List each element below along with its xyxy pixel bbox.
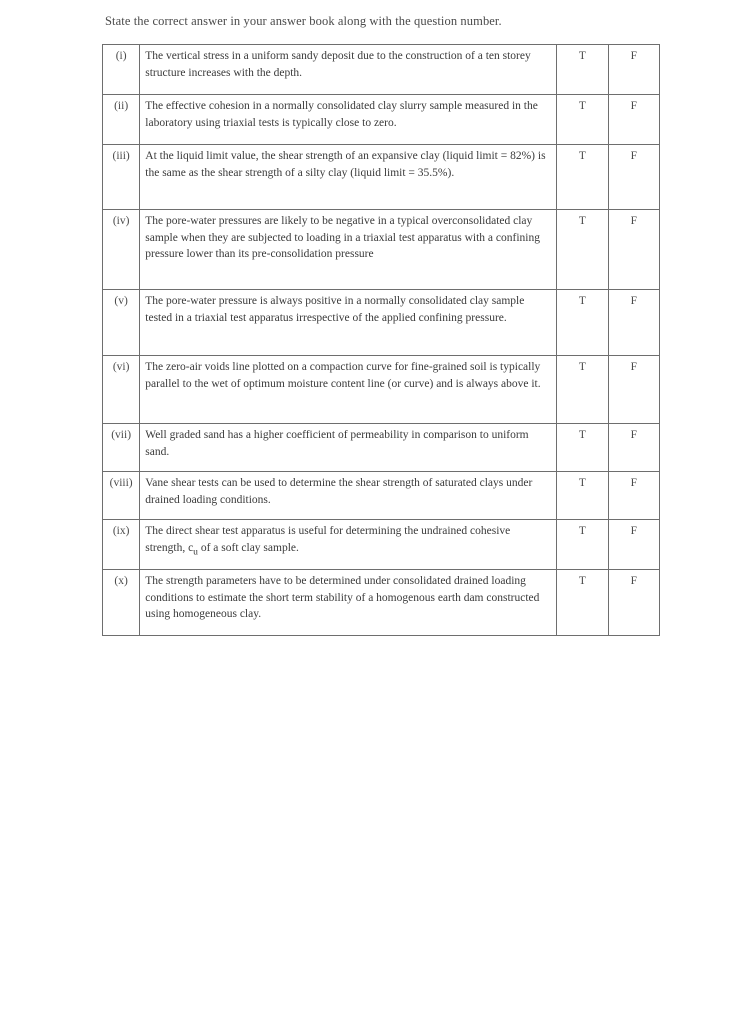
false-option: F <box>608 424 659 472</box>
false-option: F <box>608 145 659 210</box>
question-statement: The pore-water pressure is always positive in a normally consolidated clay sample tested in a triaxial test apparatus irrespective of the applied confining pressure. <box>140 290 557 356</box>
question-statement: At the liquid limit value, the shear strength of an expansive clay (liquid limit = 82%) is the same as the shear strength of a silty clay (liquid limit = 35.5%). <box>140 145 557 210</box>
question-number: (vi) <box>103 356 140 424</box>
instruction-text: State the correct answer in your answer book along with the question number. <box>105 14 502 28</box>
question-row <box>103 356 660 424</box>
question-row <box>103 95 660 145</box>
question-statement: The effective cohesion in a normally consolidated clay slurry sample measured in the laboratory using triaxial tests is typically close to zero. <box>140 95 557 145</box>
question-number: (iv) <box>103 210 140 290</box>
true-option: T <box>557 520 608 570</box>
question-row <box>103 520 660 570</box>
question-statement: The vertical stress in a uniform sandy deposit due to the construction of a ten storey structure increases with the depth. <box>140 45 557 95</box>
true-option: T <box>557 356 608 424</box>
question-statement: The strength parameters have to be determined under consolidated drained loading conditions to estimate the short term stability of a homogenous earth dam constructed using homogeneous clay. <box>140 570 557 636</box>
question-row <box>103 424 660 472</box>
question-number: (iii) <box>103 145 140 210</box>
statement-part: The direct shear test apparatus is useful for determining the undrained cohesive strength, c <box>145 525 511 554</box>
true-option: T <box>557 210 608 290</box>
true-option: T <box>557 472 608 520</box>
true-option: T <box>557 424 608 472</box>
false-option: F <box>608 520 659 570</box>
false-option: F <box>608 210 659 290</box>
question-statement <box>140 520 557 570</box>
question-statement: The zero-air voids line plotted on a compaction curve for fine-grained soil is typically parallel to the wet of optimum moisture content line (or curve) and is always above it. <box>140 356 557 424</box>
question-row <box>103 210 660 290</box>
false-option: F <box>608 570 659 636</box>
question-statement: Well graded sand has a higher coefficient of permeability in comparison to uniform sand. <box>140 424 557 472</box>
question-row <box>103 145 660 210</box>
question-row <box>103 45 660 95</box>
true-option: T <box>557 290 608 356</box>
question-row <box>103 570 660 636</box>
false-option: F <box>608 356 659 424</box>
question-number: (viii) <box>103 472 140 520</box>
false-option: F <box>608 95 659 145</box>
true-option: T <box>557 95 608 145</box>
question-number: (x) <box>103 570 140 636</box>
question-number: (ix) <box>103 520 140 570</box>
true-option: T <box>557 45 608 95</box>
question-number: (i) <box>103 45 140 95</box>
question-number: (vii) <box>103 424 140 472</box>
true-false-table <box>102 44 660 636</box>
false-option: F <box>608 45 659 95</box>
question-row <box>103 472 660 520</box>
question-row <box>103 290 660 356</box>
statement-part: of a soft clay sample. <box>197 541 299 554</box>
subscript-u: u <box>193 545 198 557</box>
question-number: (v) <box>103 290 140 356</box>
question-number: (ii) <box>103 95 140 145</box>
false-option: F <box>608 290 659 356</box>
false-option: F <box>608 472 659 520</box>
question-statement: Vane shear tests can be used to determine the shear strength of saturated clays under drained loading conditions. <box>140 472 557 520</box>
true-option: T <box>557 145 608 210</box>
true-option: T <box>557 570 608 636</box>
question-statement: The pore-water pressures are likely to be negative in a typical overconsolidated clay sample when they are subjected to loading in a triaxial test apparatus with a confining pressure lower than its pre-consolidation pressure <box>140 210 557 290</box>
